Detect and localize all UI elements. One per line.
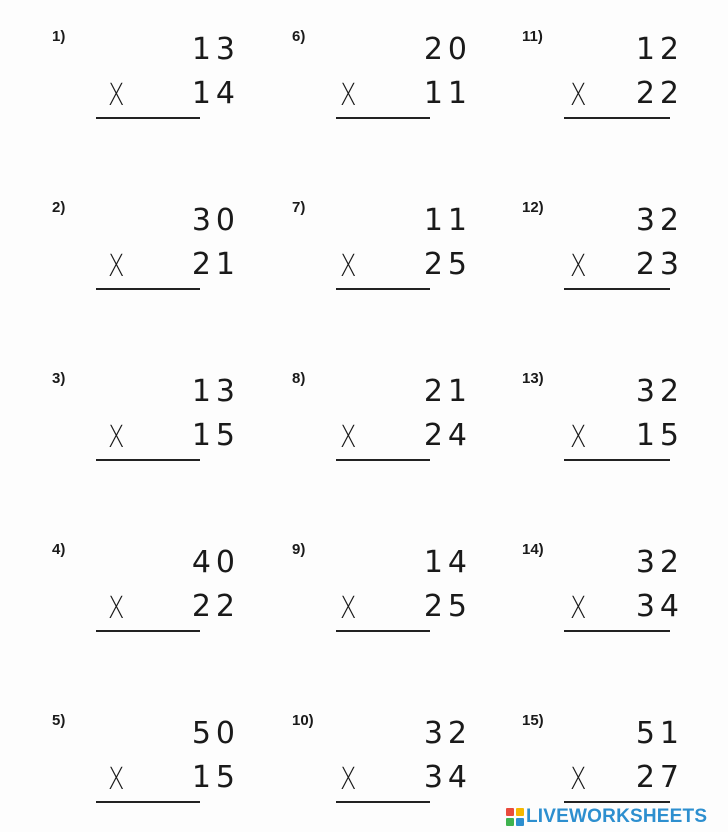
multiply-sign: X	[340, 78, 357, 113]
problem-number: 4)	[52, 541, 66, 558]
problem-number: 13)	[522, 370, 544, 387]
top-factor: 12	[635, 32, 684, 67]
top-factor: 32	[635, 374, 684, 409]
problem-number: 9)	[292, 541, 306, 558]
watermark-text: LIVEWORKSHEETS	[526, 806, 708, 827]
problem-number: 2)	[52, 199, 66, 216]
answer-line	[336, 288, 430, 290]
bottom-factor: 34	[423, 760, 472, 795]
problem-6	[292, 28, 502, 148]
problem-number: 1)	[52, 28, 66, 45]
problem-3	[52, 370, 262, 490]
problem-number: 10)	[292, 712, 314, 729]
answer-line	[564, 459, 670, 461]
multiply-sign: X	[340, 591, 357, 626]
top-factor: 11	[423, 203, 472, 238]
answer-line	[96, 630, 200, 632]
answer-line	[564, 288, 670, 290]
bottom-factor: 15	[191, 418, 240, 453]
logo-square-yellow	[516, 808, 524, 816]
bottom-factor: 25	[423, 589, 472, 624]
top-factor: 32	[635, 203, 684, 238]
logo-square-green	[506, 818, 514, 826]
multiply-sign: X	[570, 78, 587, 113]
problem-9	[292, 541, 502, 661]
multiply-sign: X	[570, 762, 587, 797]
problem-number: 8)	[292, 370, 306, 387]
bottom-factor: 21	[191, 247, 240, 282]
answer-line	[336, 630, 430, 632]
answer-line	[336, 117, 430, 119]
top-factor: 13	[191, 374, 240, 409]
problem-1	[52, 28, 262, 148]
problem-5	[52, 712, 262, 832]
top-factor: 50	[191, 716, 240, 751]
answer-line	[96, 459, 200, 461]
problem-7	[292, 199, 502, 319]
bottom-factor: 23	[635, 247, 684, 282]
bottom-factor: 27	[635, 760, 684, 795]
problem-4	[52, 541, 262, 661]
answer-line	[96, 117, 200, 119]
multiply-sign: X	[108, 591, 125, 626]
problem-number: 12)	[522, 199, 544, 216]
multiply-sign: X	[108, 762, 125, 797]
multiply-sign: X	[340, 762, 357, 797]
answer-line	[96, 288, 200, 290]
answer-line	[336, 459, 430, 461]
problem-number: 14)	[522, 541, 544, 558]
liveworksheets-logo-icon	[506, 808, 524, 826]
top-factor: 32	[635, 545, 684, 580]
answer-line	[564, 630, 670, 632]
multiply-sign: X	[570, 591, 587, 626]
bottom-factor: 15	[635, 418, 684, 453]
bottom-factor: 25	[423, 247, 472, 282]
bottom-factor: 11	[423, 76, 472, 111]
problem-10	[292, 712, 502, 832]
problem-number: 15)	[522, 712, 544, 729]
multiply-sign: X	[340, 420, 357, 455]
multiply-sign: X	[570, 420, 587, 455]
answer-line	[96, 801, 200, 803]
bottom-factor: 22	[635, 76, 684, 111]
top-factor: 13	[191, 32, 240, 67]
problem-2	[52, 199, 262, 319]
multiply-sign: X	[340, 249, 357, 284]
top-factor: 21	[423, 374, 472, 409]
problem-number: 3)	[52, 370, 66, 387]
top-factor: 20	[423, 32, 472, 67]
bottom-factor: 14	[191, 76, 240, 111]
top-factor: 32	[423, 716, 472, 751]
top-factor: 40	[191, 545, 240, 580]
problem-number: 5)	[52, 712, 66, 729]
answer-line	[564, 117, 670, 119]
bottom-factor: 22	[191, 589, 240, 624]
problem-11	[522, 28, 728, 148]
logo-square-blue	[516, 818, 524, 826]
multiply-sign: X	[108, 420, 125, 455]
top-factor: 14	[423, 545, 472, 580]
problem-14	[522, 541, 728, 661]
problem-13	[522, 370, 728, 490]
bottom-factor: 15	[191, 760, 240, 795]
top-factor: 30	[191, 203, 240, 238]
top-factor: 51	[635, 716, 684, 751]
multiply-sign: X	[108, 78, 125, 113]
problem-number: 7)	[292, 199, 306, 216]
problem-12	[522, 199, 728, 319]
bottom-factor: 24	[423, 418, 472, 453]
answer-line	[336, 801, 430, 803]
logo-square-red	[506, 808, 514, 816]
liveworksheets-watermark	[506, 806, 707, 828]
answer-line	[564, 801, 670, 803]
problem-number: 11)	[522, 28, 543, 45]
multiply-sign: X	[570, 249, 587, 284]
multiply-sign: X	[108, 249, 125, 284]
problem-8	[292, 370, 502, 490]
bottom-factor: 34	[635, 589, 684, 624]
problem-number: 6)	[292, 28, 306, 45]
